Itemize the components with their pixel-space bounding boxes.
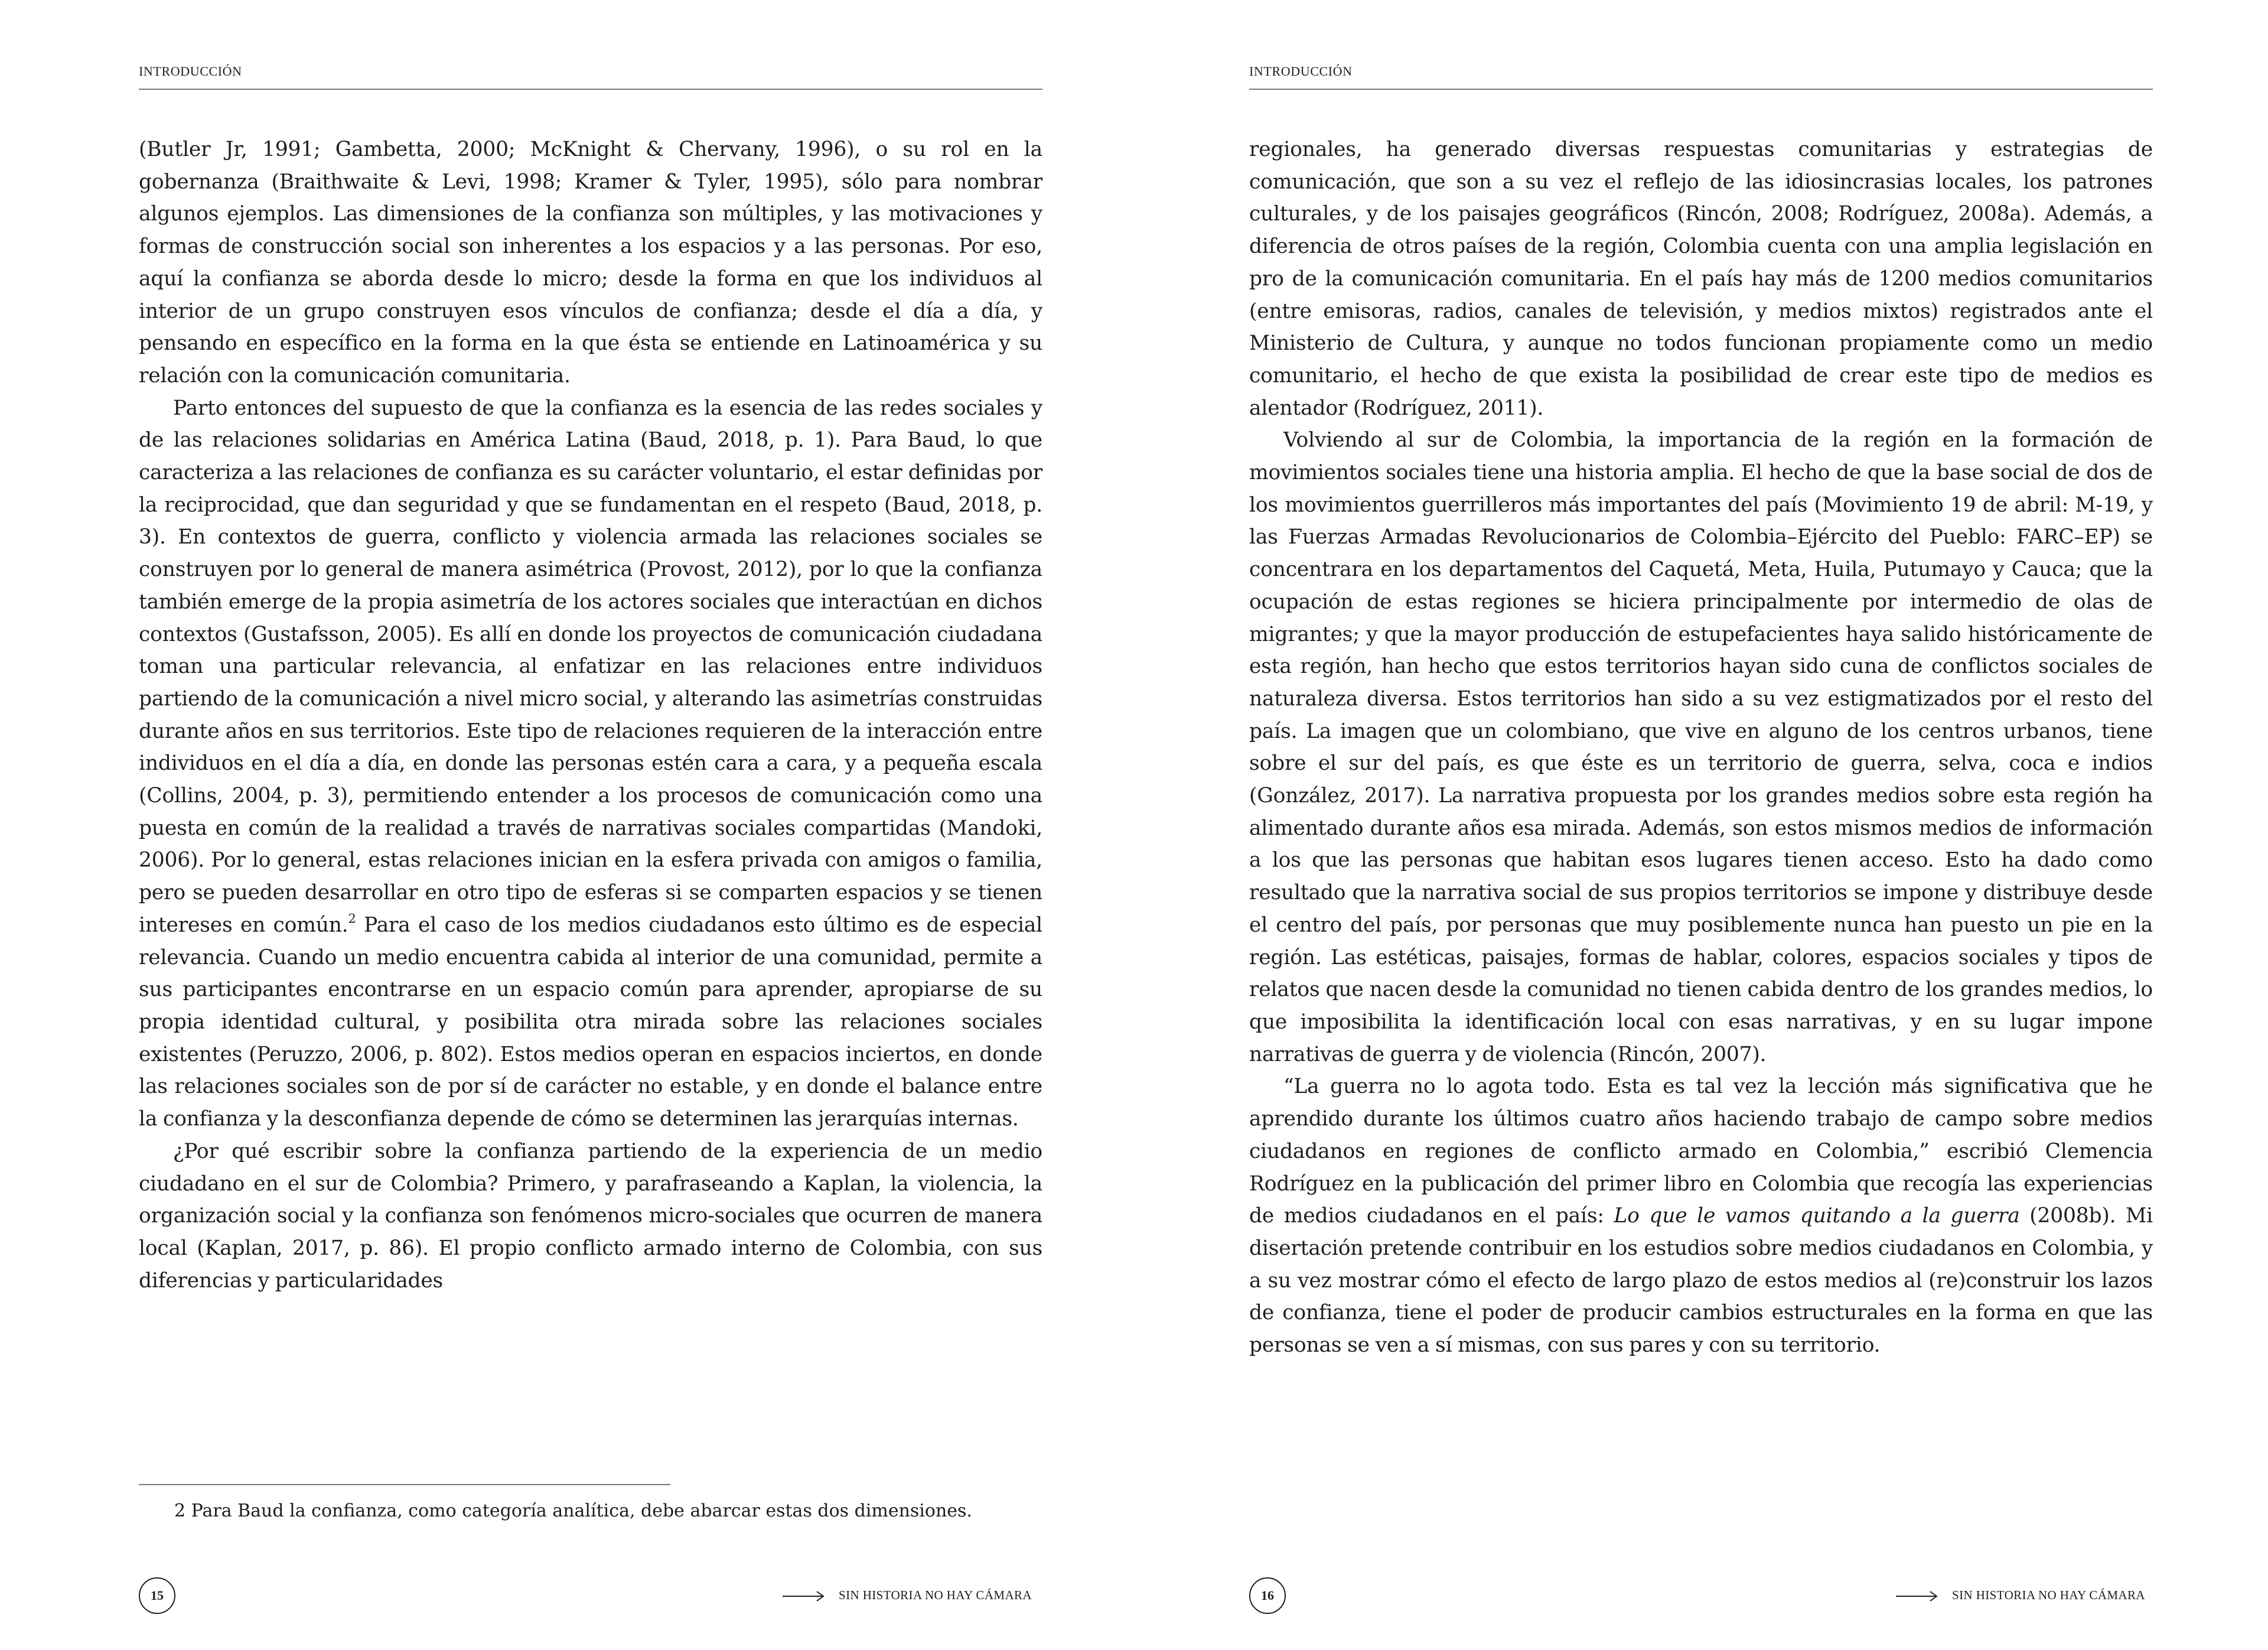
book-title: SIN HISTORIA NO HAY CÁMARA <box>839 1588 1032 1602</box>
paragraph <box>139 392 1042 1135</box>
paragraph: ¿Por qué escribir sobre la confianza partiendo de la experiencia de un medio ciudadano en el sur de Colombia? Primero, y parafraseando a Kaplan, la violencia, la organización social y la confianza son fenómenos micro-sociales que ocurren de manera local (Kaplan, 2017, p. 86). El propio conflicto armado interno de Colombia, con sus diferencias y particularidades <box>139 1139 1042 1293</box>
paragraph-text: (2008b). Mi disertación pretende contribuir en los estudios sobre medios ciudadanos en Colombia, y a su vez mostrar cómo el efecto de largo plazo de estos medios al (re)construir los lazos de confianza, tiene el poder de producir cambios estructurales en la forma en que las personas se ven a sí mismas, con sus pares y con su territorio. <box>1249 1204 2153 1358</box>
header-rule <box>1249 89 2153 90</box>
body-text <box>1249 134 2153 1362</box>
page-number: 16 <box>1249 1577 1286 1614</box>
paragraph: (Butler Jr, 1991; Gambetta, 2000; McKnight & Chervany, 1996), o su rol en la gobernanza (Braithwaite & Levi, 1998; Kramer & Tyler, 1995), sólo para nombrar algunos ejemplos. Las dimensiones de la confianza son múltiples, y las motivaciones y formas de construcción social son inherentes a los espacios y a las personas. Por eso, aquí la confianza se aborda desde lo micro; desde la forma en que los individuos al interior de un grupo construyen esos vínculos de confianza; desde el día a día, y pensando en específico en la forma en la que ésta se entiende en Latinoamérica y su relación con la comunicación comunitaria. <box>139 138 1042 388</box>
book-title-reference: Lo que le vamos quitando a la guerra <box>1614 1204 2020 1228</box>
header-rule <box>139 89 1042 90</box>
paragraph-text: “La guerra no lo agota todo. Esta es tal vez la lección más significativa que he aprendido durante los últimos cuatro años haciendo trabajo de campo sobre medios ciudadanos en regiones de conflicto armado en Colombia,” escribió Clemencia Rodríguez en la publicación del primer libro en Colombia que recogía las experiencias de medios ciudadanos en el país: <box>1249 1075 2153 1228</box>
paragraph-text: Para el caso de los medios ciudadanos esto último es de especial relevancia. Cuando un medio encuentra cabida al interior de una comunidad, permite a sus participantes encontrarse en un espacio común para aprender, apropiarse de su propia identidad cultural, y posibilita otra mirada sobre las relaciones sociales existentes (Peruzzo, 2006, p. 802). Estos medios operan en espacios inciertos, en donde las relaciones sociales son de por sí de carácter no estable, y en donde el balance entre la confianza y la desconfianza depende de cómo se determinen las jerarquías internas. <box>139 913 1042 1131</box>
paragraph: Volviendo al sur de Colombia, la importancia de la región en la formación de movimientos sociales tiene una historia amplia. El hecho de que la base social de dos de los movimientos guerrilleros más importantes del país (Movimiento 19 de abril: M-19, y las Fuerzas Armadas Revolucionarios de Colombia–Ejército del Pueblo: FARC–EP) se concentrara en los departamentos del Caquetá, Meta, Huila, Putumayo y Cauca; que la ocupación de estas regiones se hiciera principalmente por intermedio de olas de migrantes; y que la mayor producción de estupefacientes haya salido históricamente de esta región, han hecho que estos territorios hayan sido cuna de conflictos sociales de naturaleza diversa. Estos territorios han sido a su vez estigmatizados por el resto del país. La imagen que un colombiano, que vive en alguno de los centros urbanos, tiene sobre el sur del país, es que éste es un territorio de guerra, selva, coca e indios (González, 2017). La narrativa propuesta por los grandes medios sobre esta región ha alimentado durante años esa mirada. Además, son estos mismos medios de información a los que las personas que habitan esos lugares tienen acceso. Esto ha dado como resultado que la narrativa social de sus propios territorios se impone y distribuye desde el centro del país, por personas que muy posiblemente nunca han puesto un pie en la región. Las estéticas, paisajes, formas de hablar, colores, espacios sociales y tipos de relatos que nacen desde la comunidad no tienen cabida dentro de los grandes medios, lo que imposibilita la identificación local con esas narrativas, y en su lugar impone narrativas de guerra y de violencia (Rincón, 2007). <box>1249 428 2153 1066</box>
paragraph: regionales, ha generado diversas respuestas comunitarias y estrategias de comunicación, que son a su vez el reflejo de las idiosincrasias locales, los patrones culturales, y de los paisajes geográficos (Rincón, 2008; Rodríguez, 2008a). Además, a diferencia de otros países de la región, Colombia cuenta con una amplia legislación en pro de la comunicación comunitaria. En el país hay más de 1200 medios comunitarios (entre emisoras, radios, canales de televisión, y medios mixtos) registrados ante el Ministerio de Cultura, y aunque no todos funcionan propiamente como un medio comunitario, el hecho de que exista la posibilidad de crear este tipo de medios es alentador (Rodríguez, 2011). <box>1249 138 2153 420</box>
page-number: 15 <box>139 1577 175 1614</box>
footnote-text: Para Baud la confianza, como categoría analítica, debe abarcar estas dos dimensiones. <box>191 1501 972 1521</box>
footnote <box>174 1499 1042 1523</box>
running-head: INTRODUCCIÓN <box>139 64 242 79</box>
arrow-right-icon <box>1896 1591 1938 1602</box>
book-title: SIN HISTORIA NO HAY CÁMARA <box>1952 1588 2145 1602</box>
body-text <box>139 134 1042 1297</box>
paragraph-text: Parto entonces del supuesto de que la confianza es la esencia de las redes sociales y de las relaciones solidarias en América Latina (Baud, 2018, p. 1). Para Baud, lo que caracteriza a las relaciones de confianza es su carácter voluntario, el estar definidas por la reciprocidad, que dan seguridad y que se fundamentan en el respeto (Baud, 2018, p. 3). En contextos de guerra, conflicto y violencia armada las relaciones sociales se construyen por lo general de manera asimétrica (Provost, 2012), por lo que la confianza también emerge de la propia asimetría de los actores sociales que interactúan en dichos contextos (Gustafsson, 2005). Es allí en donde los proyectos de comunicación ciudadana toman una particular relevancia, al enfatizar en las relaciones entre individuos partiendo de la comunicación a nivel micro social, y alterando las asimetrías construidas durante años en sus territorios. Este tipo de relaciones requieren de la interacción entre individuos en el día a día, en donde las personas estén cara a cara, y a pequeña escala (Collins, 2004, p. 3), permitiendo entender a los procesos de comunicación como una puesta en común de la realidad a través de narrativas sociales compartidas (Mandoki, 2006). Por lo general, estas relaciones inician en la esfera privada con amigos o familia, pero se pueden desarrollar en otro tipo de esferas si se comparten espacios y se tienen intereses en común. <box>139 396 1042 937</box>
right-page <box>1134 0 2268 1650</box>
running-head: INTRODUCCIÓN <box>1249 64 1353 79</box>
footnote-rule <box>139 1484 670 1485</box>
footnote-reference: 2 <box>348 912 356 926</box>
arrow-right-icon <box>783 1591 825 1602</box>
footnote-number: 2 <box>174 1501 186 1521</box>
paragraph <box>1249 1070 2153 1361</box>
